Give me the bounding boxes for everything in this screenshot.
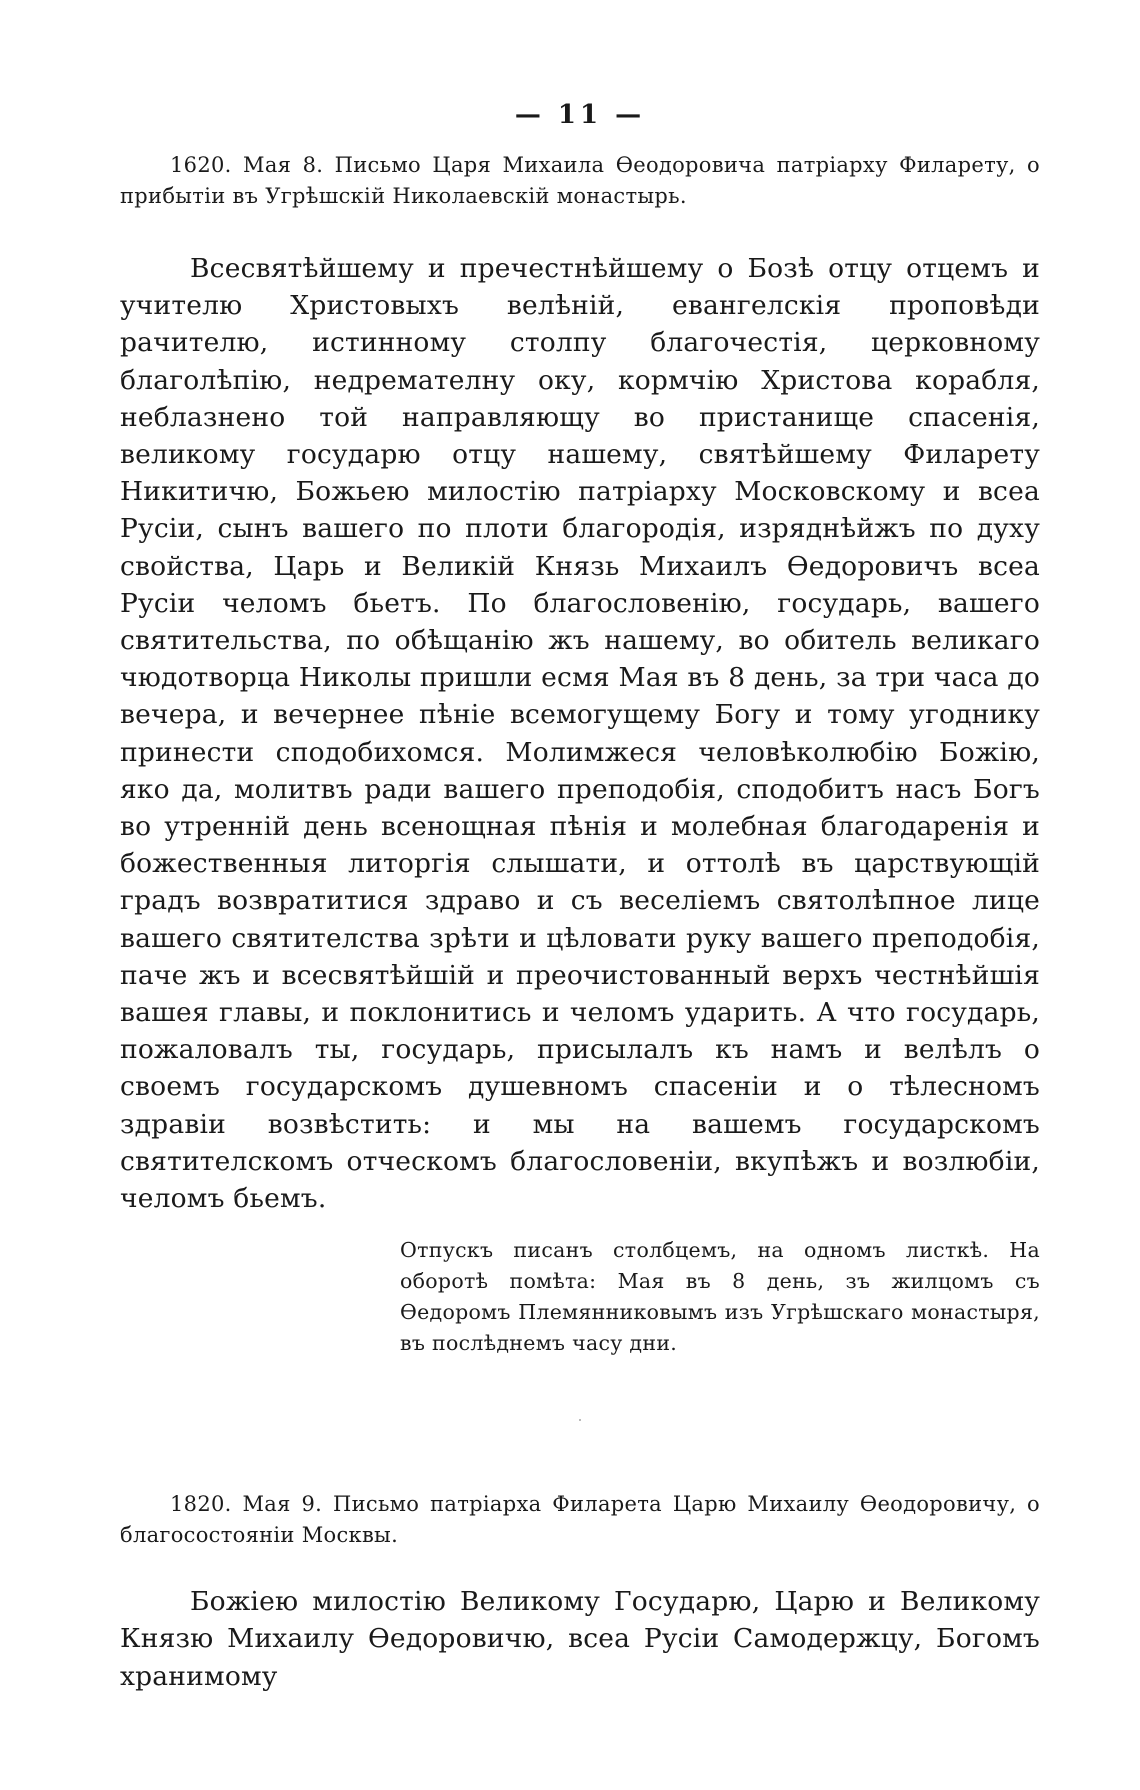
letter-2 bbox=[120, 1489, 1040, 1695]
document-page bbox=[120, 100, 1040, 1695]
letter-1 bbox=[120, 150, 1040, 1359]
letter-1-body: Всесвятѣйшему и пречестнѣйшему о Бозѣ отцу отцемъ и учителю Христовыхъ велѣній, евангелскія проповѣди рачителю, истинному столпу благочестія, церковному благолѣпію, недремателну оку, кормчію Христова корабля, неблазнено той направляющу во пристанище спасенія, великому государю отцу нашему, святѣйшему Филарету Никитичю, Божьею милостію патріарху Московскому и всеа Русіи, сынъ вашего по плоти благородія, изряднѣйжъ по духу свойства, Царь и Великій Князь Михаилъ Өедоровичъ всеа Русіи челомъ бьетъ. По благословенію, государь, вашего святительства, по обѣщанію жъ нашему, во обитель великаго чюдотворца Николы пришли есмя Мая въ 8 день, за три часа до вечера, и вечернее пѣніе всемогущему Богу и тому угоднику принести сподобихомся. Молимжеся человѣколюбію Божію, яко да, молитвъ ради вашего преподобія, сподобитъ насъ Богъ во утренній день всенощная пѣнія и молебная благодаренія и божественныя литоргія слышати, и оттолѣ въ царствующій градъ возвратитися здраво и съ веселіемъ святолѣпное лице вашего святителства зрѣти и цѣловати руку вашего преподобія, паче жъ и всесвятѣйшій и преочистованный верхъ честнѣйшія вашея главы, и поклонитись и челомъ ударить. А что государь, пожаловалъ ты, государь, присылалъ къ намъ и велѣлъ о своемъ государскомъ душевномъ спасеніи и о тѣлесномъ здравіи возвѣстить: и мы на вашемъ государскомъ святителскомъ отческомъ благословеніи, вкупѣжъ и возлюбіи, челомъ бьемъ. bbox=[120, 253, 1040, 1215]
letter-2-heading: 1820. Мая 9. Письмо патріарха Филарета Царю Михаилу Өеодоровичу, о благосостояніи Москвы. bbox=[120, 1492, 1040, 1548]
letter-2-body: Божіею милостію Великому Государю, Царю и Великому Князю Михаилу Өедоровичю, всеа Русіи Самодержцу, Богомъ хранимому bbox=[120, 1586, 1040, 1692]
letter-1-archival-note: Отпускъ писанъ столбцемъ, на одномъ листкѣ. На оборотѣ помѣта: Мая въ 8 день, зъ жилцомъ съ Өедоромъ Племянниковымъ изъ Угрѣшскаго монастыря, въ послѣднемъ часу дни. bbox=[400, 1238, 1040, 1356]
letter-1-heading: 1620. Мая 8. Письмо Царя Михаила Өеодоровича патріарху Филарету, о прибытіи въ Угрѣшскій Николаевскій монастырь. bbox=[120, 153, 1040, 208]
page-number: — 11 — bbox=[514, 100, 646, 130]
section-divider bbox=[579, 1419, 581, 1421]
